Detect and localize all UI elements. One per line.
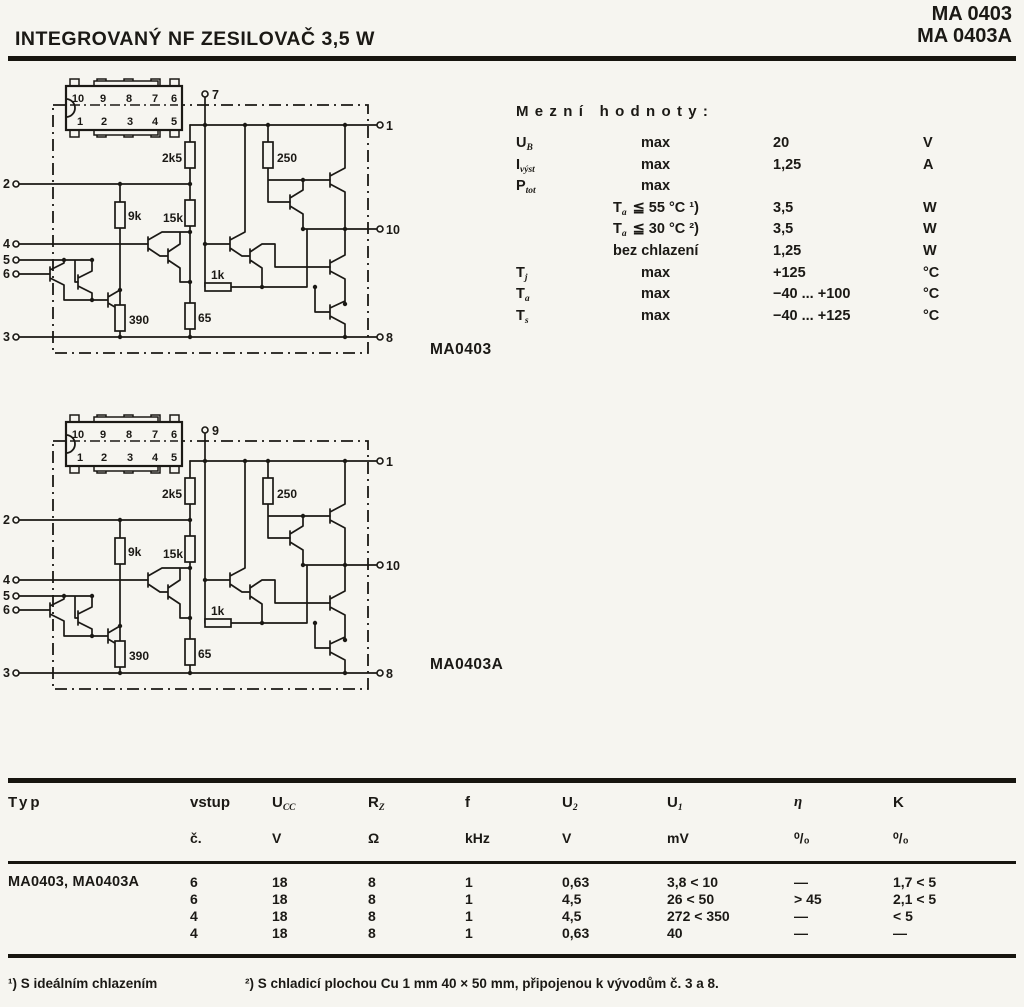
pkg-pin-number: 10 xyxy=(71,93,85,105)
pkg-pin-number: 4 xyxy=(151,452,159,464)
resistor-390 xyxy=(115,641,125,667)
pin-label-3: 3 xyxy=(3,666,10,680)
footnote-2: ²) S chladicí plochou Cu 1 mm 40 × 50 mm, připojenou k vývodům č. 3 a 8. xyxy=(245,976,719,991)
limit-row: $T_j$ max +125 °C xyxy=(516,264,940,283)
ic-package xyxy=(66,415,182,473)
pin-label-4: 4 xyxy=(3,237,10,251)
col-header-vstup: vstup xyxy=(190,794,231,811)
limit-row: $T_a$ max −40 ... +100 °C xyxy=(516,286,940,305)
resistor-label-1k: 1k xyxy=(211,604,225,618)
resistor-label-390: 390 xyxy=(129,649,150,663)
resistor-250 xyxy=(263,478,273,504)
pin-label-5: 5 xyxy=(3,253,10,267)
table-row: 4 18 8 1 0,63 40 — — xyxy=(190,925,907,941)
table-row: 6 18 8 1 4,5 26 < 50 > 45 2,1 < 5 xyxy=(190,891,937,907)
table-units-row: č. V Ω kHz V mV ⁰/₀ ⁰/₀ xyxy=(190,830,909,846)
resistor-label-65: 65 xyxy=(198,647,212,661)
table-rule-mid xyxy=(8,861,1016,864)
pkg-pin-number: 5 xyxy=(170,452,178,464)
pkg-pin-number: 8 xyxy=(125,93,133,105)
pin-label-8: 8 xyxy=(386,667,393,681)
pkg-pin-number: 3 xyxy=(126,452,134,464)
resistor-9k xyxy=(115,202,125,228)
resistor-9k xyxy=(115,538,125,564)
resistor-label-15k: 15k xyxy=(162,547,183,561)
pin-label-top: 7 xyxy=(212,88,219,102)
table-body xyxy=(8,874,1016,942)
pin-label-6: 6 xyxy=(3,603,10,617)
resistor-2k5 xyxy=(185,142,195,168)
col-header-eta: η xyxy=(794,794,803,810)
part-number-2: MA 0403A xyxy=(917,25,1012,47)
pin-label-5: 5 xyxy=(3,589,10,603)
col-header-rz: $R_Z$ xyxy=(368,794,385,813)
resistor-label-9k: 9k xyxy=(128,545,142,559)
pin-label-3: 3 xyxy=(3,330,10,344)
pkg-pin-number: 4 xyxy=(151,116,159,128)
resistor-label-390: 390 xyxy=(129,313,150,327)
resistor-label-250: 250 xyxy=(277,151,298,165)
pin-label-1: 1 xyxy=(386,119,393,133)
resistors xyxy=(115,142,273,331)
col-header-k: K xyxy=(893,794,904,811)
pkg-pin-number: 6 xyxy=(170,429,178,441)
resistor-15k xyxy=(185,200,195,226)
pin-label-2: 2 xyxy=(3,513,10,527)
limit-row: $I_{výst}$ max 1,25 A xyxy=(516,156,934,175)
pin-label-4: 4 xyxy=(3,573,10,587)
resistor-65 xyxy=(185,639,195,665)
pin-label-2: 2 xyxy=(3,177,10,191)
pkg-pin-number: 8 xyxy=(125,429,133,441)
limits-title: Mezní hodnoty: xyxy=(516,103,715,120)
parameter-table xyxy=(8,778,1016,958)
limit-values-block xyxy=(516,103,1006,329)
limit-row: $T_s$ max −40 ... +125 °C xyxy=(516,307,940,326)
resistor-15k xyxy=(185,536,195,562)
col-header-typ: Typ xyxy=(8,794,43,811)
resistor-390 xyxy=(115,305,125,331)
resistor-250 xyxy=(263,142,273,168)
limit-row: $P_{tot}$ max xyxy=(516,178,671,197)
resistors xyxy=(115,478,273,667)
pin-label-6: 6 xyxy=(3,267,10,281)
header-rule xyxy=(8,56,1016,61)
pkg-pin-number: 1 xyxy=(76,452,84,464)
limit-row: bez chlazení 1,25 W xyxy=(613,242,937,259)
circuit-caption-2: MA0403A xyxy=(430,656,504,673)
pin-label-10: 10 xyxy=(386,559,400,573)
resistor-1k xyxy=(205,619,231,627)
circuit-ma0403 xyxy=(0,72,452,374)
footnote-1: ¹) S ideálním chlazením xyxy=(8,976,158,991)
col-header-f: f xyxy=(465,794,470,811)
pin-label-8: 8 xyxy=(386,331,393,345)
resistor-label-2k5: 2k5 xyxy=(161,151,182,165)
circuit-schematic xyxy=(0,72,452,374)
pkg-pin-number: 1 xyxy=(76,116,84,128)
circuit-caption-1: MA0403 xyxy=(430,341,492,358)
pkg-pin-number: 10 xyxy=(71,429,85,441)
col-header-ucc: $U_{CC}$ xyxy=(272,794,296,813)
pkg-pin-number: 5 xyxy=(170,116,178,128)
resistor-label-2k5: 2k5 xyxy=(161,487,182,501)
resistor-label-250: 250 xyxy=(277,487,298,501)
ic-package xyxy=(66,79,182,137)
table-row: MA0403, MA0403A 6 18 8 1 0,63 3,8 < 10 — 1,7 < 5 xyxy=(8,874,937,890)
pkg-pin-number: 7 xyxy=(151,93,159,105)
limit-row: $U_B$ max 20 V xyxy=(516,135,933,153)
pkg-pin-number: 7 xyxy=(151,429,159,441)
circuit-schematic xyxy=(0,408,452,710)
table-rule-bottom xyxy=(8,954,1016,958)
resistor-1k xyxy=(205,283,231,291)
type-label: MA0403, MA0403A xyxy=(8,874,140,890)
col-header-u2: $U_2$ xyxy=(562,794,578,813)
resistor-2k5 xyxy=(185,478,195,504)
pkg-pin-number: 9 xyxy=(99,429,107,441)
table-rule-top xyxy=(8,778,1016,783)
resistor-65 xyxy=(185,303,195,329)
footnotes xyxy=(8,976,1016,991)
pkg-pin-number: 6 xyxy=(170,93,178,105)
pin-label-10: 10 xyxy=(386,223,400,237)
col-header-u1: $U_1$ xyxy=(667,794,683,813)
page-title: INTEGROVANÝ NF ZESILOVAČ 3,5 W xyxy=(15,28,375,50)
resistor-label-15k: 15k xyxy=(162,211,183,225)
limit-row: $T_a$ ≦ 55 °C ¹) 3,5 W xyxy=(613,199,937,218)
pin-label-top: 9 xyxy=(212,424,219,438)
table-header-row xyxy=(8,794,1016,813)
resistor-label-65: 65 xyxy=(198,311,212,325)
resistor-label-1k: 1k xyxy=(211,268,225,282)
limit-row: $T_a$ ≦ 30 °C ²) 3,5 W xyxy=(613,221,937,240)
circuit-ma0403a xyxy=(0,408,452,710)
pkg-pin-number: 9 xyxy=(99,93,107,105)
table-row: 4 18 8 1 4,5 272 < 350 — < 5 xyxy=(190,908,913,924)
resistor-label-9k: 9k xyxy=(128,209,142,223)
part-numbers xyxy=(917,3,1012,47)
pkg-pin-number: 2 xyxy=(100,116,108,128)
pkg-pin-number: 3 xyxy=(126,116,134,128)
pin-label-1: 1 xyxy=(386,455,393,469)
part-number-1: MA 0403 xyxy=(931,3,1012,25)
pkg-pin-number: 2 xyxy=(100,452,108,464)
